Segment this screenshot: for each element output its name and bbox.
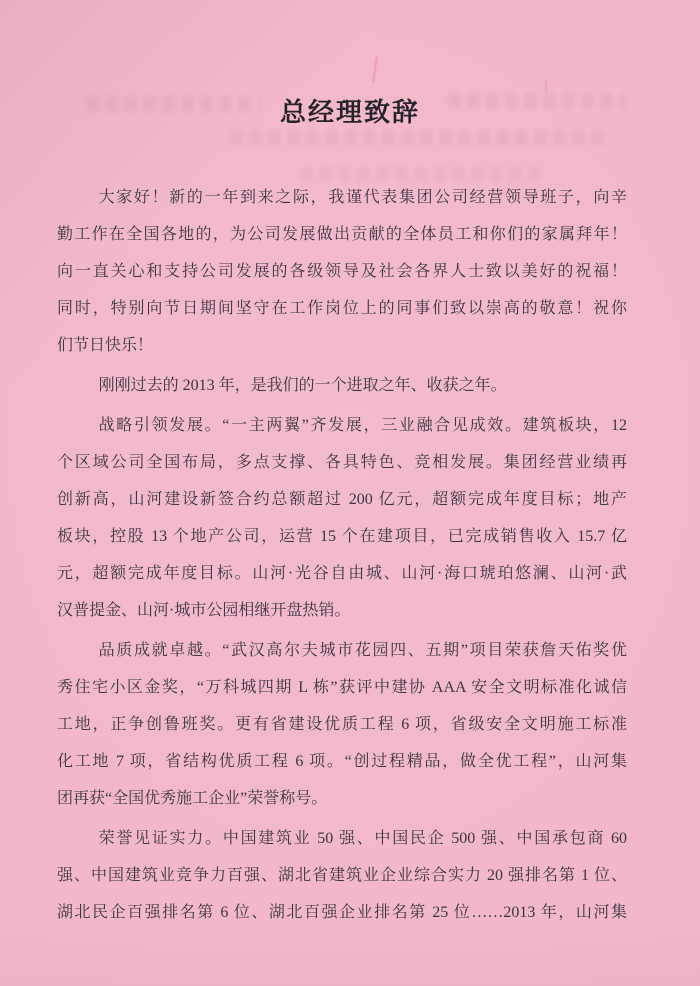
text-line: 元，超额完成年度目标。山河·光谷自由城、山河·海口琥珀悠澜、山河·武 — [57, 565, 627, 582]
text-line: 大家好！新的一年到来之际，我谨代表集团公司经营领导班子，向辛 — [98, 189, 627, 206]
text-line: 荣誉见证实力。中国建筑业 50 强、中国民企 500 强、中国承包商 60 — [98, 830, 627, 847]
page-title: 总经理致辞 — [279, 97, 420, 127]
document-content — [57, 179, 627, 931]
text-line: 秀住宅小区金奖，“万科城四期 L 栋”获评中建协 AAA 安全文明标准化诚信 — [57, 679, 627, 696]
paragraph — [57, 407, 627, 629]
text-line: 同时，特别向节日期间坚守在工作岗位上的同事们致以崇高的敬意！祝你 — [57, 300, 627, 317]
text-line: 板块，控股 13 个地产公司，运营 15 个在建项目，已完成销售收入 15.7 亿 — [57, 528, 627, 545]
paragraph — [57, 632, 627, 817]
text-line: 战略引领发展。“一主两翼”齐发展，三业融合见成效。建筑板块，12 — [98, 417, 627, 434]
ghost-text-smudge — [230, 130, 610, 146]
text-line: 勤工作在全国各地的，为公司发展做出贡献的全体员工和你们的家属拜年！ — [57, 226, 627, 243]
paragraph — [57, 367, 627, 404]
paragraph — [57, 820, 627, 931]
text-line: 团再获“全国优秀施工企业”荣誉称号。 — [57, 790, 328, 807]
text-line: 工地，正争创鲁班奖。更有省建设优质工程 6 项，省级安全文明施工标准 — [57, 716, 627, 733]
text-line: 化工地 7 项，省结构优质工程 6 项。“创过程精品，做全优工程”，山河集 — [57, 753, 627, 770]
text-line: 创新高，山河建设新签合约总额超过 200 亿元，超额完成年度目标；地产 — [57, 491, 627, 508]
text-line: 品质成就卓越。“武汉高尔夫城市花园四、五期”项目荣获詹天佑奖优 — [98, 642, 627, 659]
scan-scratch-mark — [372, 56, 378, 82]
text-line: 刚刚过去的 2013 年，是我们的一个进取之年、收获之年。 — [98, 377, 507, 394]
text-line: 湖北民企百强排名第 6 位、湖北百强企业排名第 25 位……2013 年，山河集 — [57, 904, 627, 921]
text-line: 汉普提金、山河·城市公园相继开盘热销。 — [57, 602, 351, 619]
text-line: 强、中国建筑业竞争力百强、湖北省建筑业企业综合实力 20 强排名第 1 位、 — [57, 867, 627, 884]
text-line: 向一直关心和支持公司发展的各级领导及社会各界人士致以美好的祝福！ — [57, 263, 627, 280]
text-line: 们节日快乐！ — [57, 337, 154, 354]
text-line: 个区域公司全国布局，多点支撑、各具特色、竞相发展。集团经营业绩再 — [57, 454, 627, 471]
paragraph — [57, 179, 627, 364]
scan-scratch-mark — [545, 80, 547, 92]
